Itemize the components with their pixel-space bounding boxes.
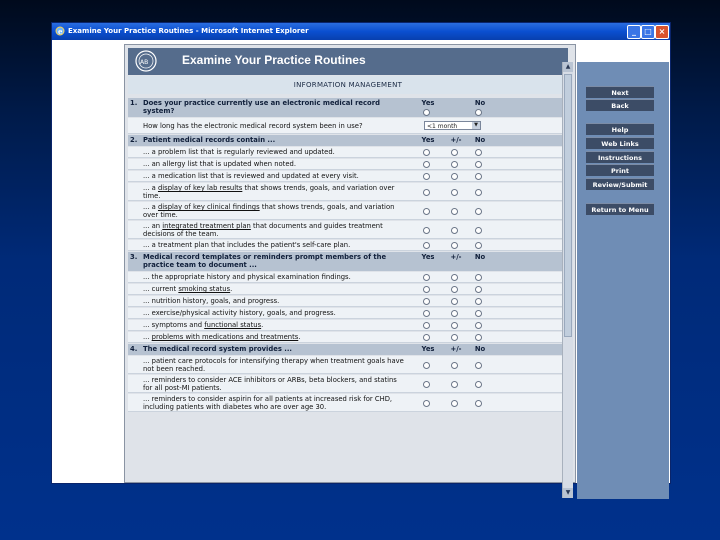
column-header: +/- bbox=[450, 345, 462, 353]
list-item bbox=[128, 332, 568, 343]
question-number: 3. bbox=[130, 253, 138, 261]
list-item bbox=[128, 240, 568, 251]
duration-select-value: <1 month bbox=[427, 123, 458, 130]
question-text: Patient medical records contain ... bbox=[143, 136, 276, 144]
radio-q3-3-yes[interactable] bbox=[423, 298, 430, 305]
close-button[interactable]: × bbox=[655, 25, 669, 39]
item-text: ... nutrition history, goals, and progress. bbox=[143, 297, 280, 305]
list-item bbox=[128, 202, 568, 220]
list-item bbox=[128, 320, 568, 331]
list-item bbox=[128, 284, 568, 295]
radio-q3-5-yes[interactable] bbox=[423, 322, 430, 329]
section-title: INFORMATION MANAGEMENT bbox=[128, 76, 568, 94]
nav-button-next[interactable]: Next bbox=[586, 86, 654, 98]
question-text: The medical record system provides ... bbox=[143, 345, 293, 353]
nav-button-return-to-menu[interactable]: Return to Menu bbox=[586, 203, 654, 215]
list-item bbox=[128, 159, 568, 170]
radio-q2-5-mixed[interactable] bbox=[451, 208, 458, 215]
item-text: ... the appropriate history and physical examination findings. bbox=[143, 273, 351, 281]
radio-q2-5-no[interactable] bbox=[475, 208, 482, 215]
nav-button-review-submit[interactable]: Review/Submit bbox=[586, 178, 654, 190]
item-text: ... current smoking status. bbox=[143, 285, 233, 293]
list-item bbox=[128, 171, 568, 182]
question-text: Does your practice currently use an electronic medical record system? bbox=[143, 99, 380, 115]
radio-q3-6-mixed[interactable] bbox=[451, 334, 458, 341]
radio-q4-2-no[interactable] bbox=[475, 381, 482, 388]
column-header: No bbox=[474, 345, 486, 353]
radio-q3-4-no[interactable] bbox=[475, 310, 482, 317]
item-text: ... a medication list that is reviewed and updated at every visit. bbox=[143, 172, 359, 180]
radio-q4-2-yes[interactable] bbox=[423, 381, 430, 388]
list-item bbox=[128, 394, 568, 412]
item-text: ... problems with medications and treatments. bbox=[143, 333, 301, 341]
radio-q2-2-no[interactable] bbox=[475, 161, 482, 168]
list-item bbox=[128, 221, 568, 239]
column-header: +/- bbox=[450, 253, 462, 261]
window-title: Examine Your Practice Routines - Microsoft Internet Explorer bbox=[68, 27, 309, 35]
question-number: 2. bbox=[130, 136, 138, 144]
radio-q4-1-yes[interactable] bbox=[423, 362, 430, 369]
radio-q3-3-no[interactable] bbox=[475, 298, 482, 305]
radio-q2-3-mixed[interactable] bbox=[451, 173, 458, 180]
item-text: ... exercise/physical activity history, goals, and progress. bbox=[143, 309, 336, 317]
radio-q4-1-no[interactable] bbox=[475, 362, 482, 369]
column-header: +/- bbox=[450, 136, 462, 144]
item-text: ... an integrated treatment plan that documents and guides treatment decisions of the team. bbox=[143, 222, 383, 238]
item-text: ... a display of key clinical findings that shows trends, goals, and variation over time. bbox=[143, 203, 395, 219]
item-text: ... symptoms and functional status. bbox=[143, 321, 264, 329]
radio-q2-3-no[interactable] bbox=[475, 173, 482, 180]
sub-question-row bbox=[128, 118, 568, 134]
question-row bbox=[128, 135, 568, 146]
nav-button-print[interactable]: Print bbox=[586, 164, 654, 176]
column-header: Yes bbox=[421, 345, 435, 353]
window-titlebar[interactable] bbox=[52, 23, 670, 40]
list-item bbox=[128, 272, 568, 283]
radio-q3-1-yes[interactable] bbox=[423, 274, 430, 281]
radio-q4-2-mixed[interactable] bbox=[451, 381, 458, 388]
radio-q2-1-yes[interactable] bbox=[423, 149, 430, 156]
nav-button-instructions[interactable]: Instructions bbox=[586, 151, 654, 163]
internet-explorer-icon bbox=[55, 26, 65, 36]
radio-q2-1-no[interactable] bbox=[475, 149, 482, 156]
radio-q1-no[interactable] bbox=[475, 109, 482, 116]
radio-q3-2-no[interactable] bbox=[475, 286, 482, 293]
question-row bbox=[128, 344, 568, 355]
item-text: ... a display of key lab results that shows trends, goals, and variation over time. bbox=[143, 184, 395, 200]
radio-q3-1-no[interactable] bbox=[475, 274, 482, 281]
svg-text:AB: AB bbox=[140, 59, 149, 66]
duration-select[interactable] bbox=[424, 121, 481, 130]
maximize-button[interactable]: □ bbox=[641, 25, 655, 39]
item-text: ... reminders to consider ACE inhibitors or ARBs, beta blockers, and statins for all post-MI patients. bbox=[143, 376, 397, 392]
item-text: ... a problem list that is regularly reviewed and updated. bbox=[143, 148, 335, 156]
nav-button-help[interactable]: Help bbox=[586, 123, 654, 135]
column-header: Yes bbox=[421, 136, 435, 144]
chevron-down-icon[interactable]: ▼ bbox=[472, 122, 480, 129]
radio-q4-3-no[interactable] bbox=[475, 400, 482, 407]
radio-q2-6-yes[interactable] bbox=[423, 227, 430, 234]
item-text: ... reminders to consider aspirin for all patients at increased risk for CHD, including patients with diabetes who are over age 30. bbox=[143, 395, 393, 411]
item-text: ... patient care protocols for intensifying therapy when treatment goals have not been reached. bbox=[143, 357, 404, 373]
item-text: ... an allergy list that is updated when noted. bbox=[143, 160, 296, 168]
radio-q2-7-yes[interactable] bbox=[423, 242, 430, 249]
nav-button-web-links[interactable]: Web Links bbox=[586, 137, 654, 149]
radio-q2-7-mixed[interactable] bbox=[451, 242, 458, 249]
radio-q4-3-mixed[interactable] bbox=[451, 400, 458, 407]
radio-q2-6-mixed[interactable] bbox=[451, 227, 458, 234]
radio-q3-5-mixed[interactable] bbox=[451, 322, 458, 329]
list-item bbox=[128, 183, 568, 201]
list-item bbox=[128, 308, 568, 319]
radio-q3-6-yes[interactable] bbox=[423, 334, 430, 341]
nav-sidebar bbox=[577, 62, 669, 499]
header-bar bbox=[128, 48, 568, 75]
question-number: 4. bbox=[130, 345, 138, 353]
column-header: Yes bbox=[421, 99, 435, 107]
scroll-down-icon[interactable]: ▼ bbox=[563, 488, 573, 498]
radio-q2-3-yes[interactable] bbox=[423, 173, 430, 180]
item-text: ... a treatment plan that includes the patient's self-care plan. bbox=[143, 241, 351, 249]
minimize-button[interactable]: _ bbox=[627, 25, 641, 39]
radio-q3-2-yes[interactable] bbox=[423, 286, 430, 293]
scrollbar-thumb[interactable] bbox=[564, 74, 572, 337]
column-header: No bbox=[474, 136, 486, 144]
radio-q2-1-mixed[interactable] bbox=[451, 149, 458, 156]
radio-q2-4-no[interactable] bbox=[475, 189, 482, 196]
radio-q4-1-mixed[interactable] bbox=[451, 362, 458, 369]
radio-q2-2-mixed[interactable] bbox=[451, 161, 458, 168]
radio-q2-4-mixed[interactable] bbox=[451, 189, 458, 196]
radio-q3-6-no[interactable] bbox=[475, 334, 482, 341]
svg-text:e: e bbox=[58, 27, 63, 36]
question-text: Medical record templates or reminders prompt members of the practice team to document ... bbox=[143, 253, 387, 269]
radio-q2-6-no[interactable] bbox=[475, 227, 482, 234]
radio-q3-2-mixed[interactable] bbox=[451, 286, 458, 293]
radio-q3-3-mixed[interactable] bbox=[451, 298, 458, 305]
radio-q1-yes[interactable] bbox=[423, 109, 430, 116]
sub-question-text: How long has the electronic medical record system been in use? bbox=[143, 122, 363, 130]
radio-q3-1-mixed[interactable] bbox=[451, 274, 458, 281]
radio-q3-5-no[interactable] bbox=[475, 322, 482, 329]
list-item bbox=[128, 147, 568, 158]
question-row bbox=[128, 98, 568, 117]
radio-q4-3-yes[interactable] bbox=[423, 400, 430, 407]
radio-q3-4-mixed[interactable] bbox=[451, 310, 458, 317]
page-content bbox=[52, 40, 670, 496]
radio-q3-4-yes[interactable] bbox=[423, 310, 430, 317]
column-header: No bbox=[474, 253, 486, 261]
list-item bbox=[128, 356, 568, 374]
vertical-scrollbar[interactable] bbox=[562, 62, 573, 498]
column-header: Yes bbox=[421, 253, 435, 261]
page-title: Examine Your Practice Routines bbox=[182, 53, 366, 67]
question-row bbox=[128, 252, 568, 271]
list-item bbox=[128, 375, 568, 393]
question-number: 1. bbox=[130, 99, 138, 107]
radio-q2-5-yes[interactable] bbox=[423, 208, 430, 215]
abim-seal-icon bbox=[135, 50, 157, 72]
list-item bbox=[128, 296, 568, 307]
column-header: No bbox=[474, 99, 486, 107]
scroll-up-icon[interactable]: ▲ bbox=[563, 62, 573, 72]
radio-q2-4-yes[interactable] bbox=[423, 189, 430, 196]
browser-window bbox=[51, 22, 671, 496]
nav-button-back[interactable]: Back bbox=[586, 99, 654, 111]
radio-q2-7-no[interactable] bbox=[475, 242, 482, 249]
radio-q2-2-yes[interactable] bbox=[423, 161, 430, 168]
questionnaire-panel bbox=[124, 44, 576, 483]
